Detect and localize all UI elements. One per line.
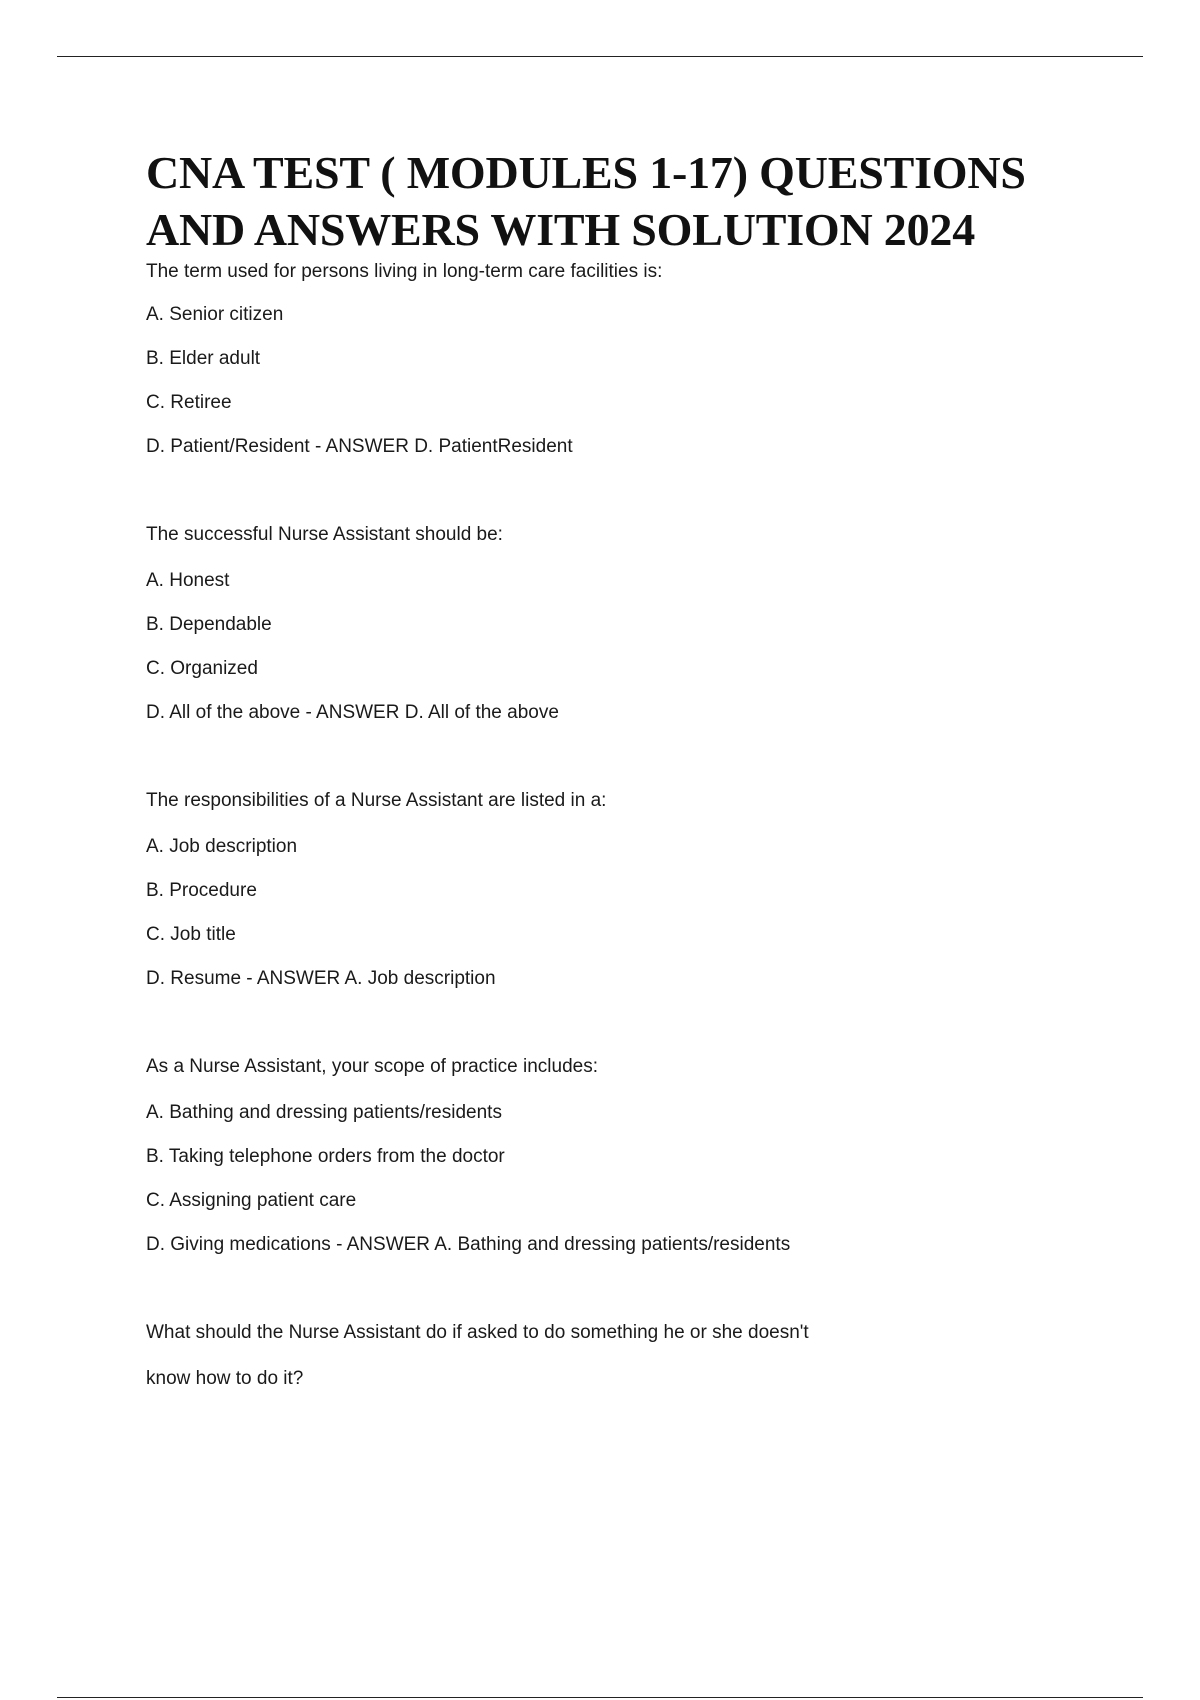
title-line-2: AND ANSWERS WITH SOLUTION 2024 [146,204,976,255]
top-rule [57,56,1143,57]
question-stem: The term used for persons living in long-term care facilities is: [146,261,663,282]
question-3 [146,778,1146,1000]
question-stem: The successful Nurse Assistant should be: [146,524,503,545]
question-stem-line-1: What should the Nurse Assistant do if asked to do something he or she doesn't [146,1322,809,1343]
option-c: C. Retiree [146,392,232,413]
option-b: B. Elder adult [146,348,261,369]
document-title [146,144,1146,258]
question-stem: As a Nurse Assistant, your scope of practice includes: [146,1056,598,1077]
option-b: B. Dependable [146,614,272,635]
question-2 [146,512,1146,734]
option-a: A. Honest [146,570,230,591]
option-b: B. Procedure [146,880,257,901]
option-c: C. Assigning patient care [146,1190,357,1211]
question-1 [146,258,1146,468]
bottom-rule [57,1697,1143,1698]
question-list [146,258,1146,1402]
option-a: A. Job description [146,836,298,857]
question-stem: The responsibilities of a Nurse Assistant are listed in a: [146,790,607,811]
option-d-answer: D. All of the above - ANSWER D. All of the above [146,702,559,723]
option-b: B. Taking telephone orders from the doctor [146,1146,505,1167]
option-c: C. Organized [146,658,258,679]
question-4 [146,1044,1146,1266]
option-a: A. Senior citizen [146,304,284,325]
option-c: C. Job title [146,924,236,945]
option-d-answer: D. Resume - ANSWER A. Job description [146,968,496,989]
option-d-answer: D. Giving medications - ANSWER A. Bathing and dressing patients/residents [146,1234,791,1255]
option-a: A. Bathing and dressing patients/residents [146,1102,502,1123]
document-body [146,144,1146,1446]
question-stem-line-2: know how to do it? [146,1368,304,1389]
option-d-answer: D. Patient/Resident - ANSWER D. PatientResident [146,436,573,457]
question-5 [146,1310,1146,1402]
title-line-1: CNA TEST ( MODULES 1-17) QUESTIONS [146,147,1026,198]
